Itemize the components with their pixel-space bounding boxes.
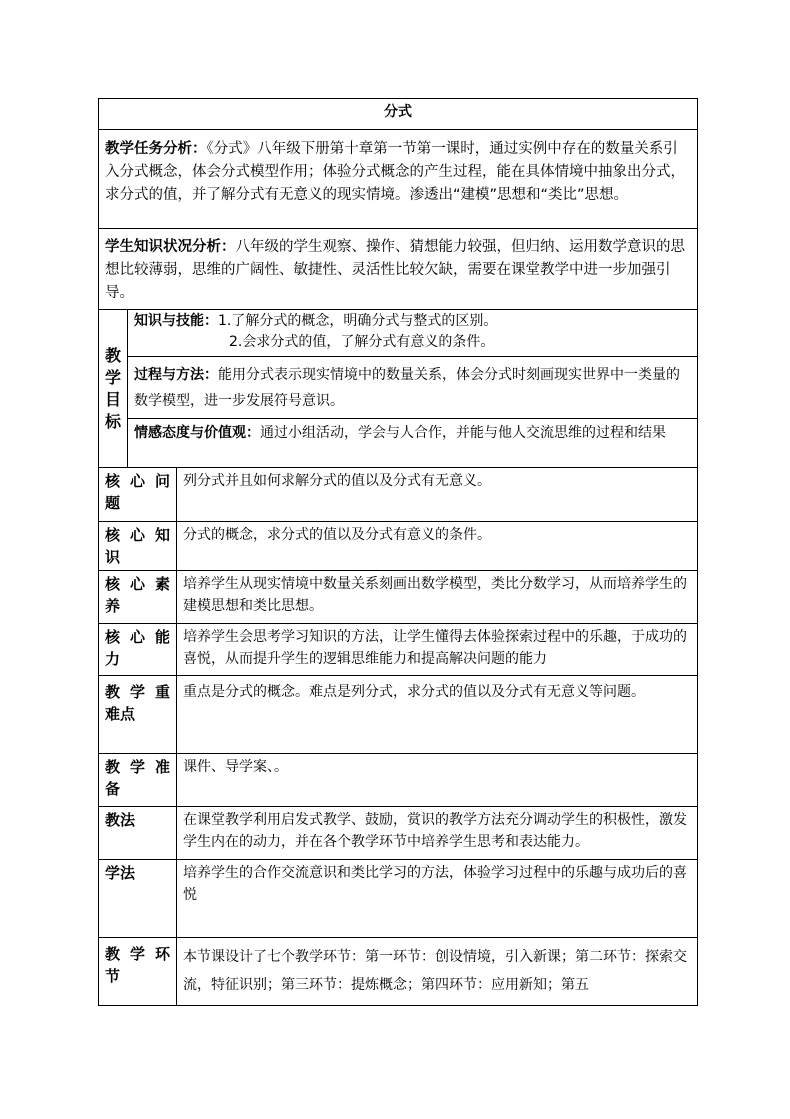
core-literacy-text: 培养学生从现实情境中数量关系刻画出数学模型，类比分数学习，从而培养学生的建模思想和类比思想。 (177, 571, 698, 624)
learning-method-label: 学法 (99, 860, 177, 938)
preparation-text: 课件、导学案、。 (177, 754, 698, 807)
student-analysis-text: 八年级的学生观察、操作、猜想能力较强，但归纳、运用数学意识的思想比较薄弱，思维的广阔性、敏捷性、灵活性比较欠缺，需要在课堂教学中进一步加强引导。 (105, 239, 685, 301)
task-analysis-row (99, 130, 698, 229)
teaching-method-label: 教法 (99, 807, 177, 860)
preparation-row (99, 754, 698, 807)
key-difficulty-text: 重点是分式的概念。难点是列分式，求分式的值以及分式有无意义等问题。 (177, 676, 698, 754)
core-question-label: 核 心 问 题 (99, 468, 177, 522)
task-analysis-label: 教学任务分析： (105, 141, 207, 157)
process-label: 过程与方法： (134, 367, 218, 383)
attitude-text: 通过小组活动，学会与人合作，并能与他人交流思维的过程和结果 (260, 425, 666, 441)
learning-method-text: 培养学生的合作交流意识和类比学习的方法，体验学习过程中的乐趣与成功后的喜悦 (177, 860, 698, 938)
objectives-side-label: 教 学 目 标 (99, 310, 128, 468)
teaching-method-text: 在课堂教学利用启发式教学、鼓励，赏识的教学方法充分调动学生的积极性，激发学生内在的动力，并在各个教学环节中培养学生思考和表达能力。 (177, 807, 698, 860)
knowledge-label: 知识与技能： (134, 313, 218, 329)
key-difficulty-label: 教 学 重 难点 (99, 676, 177, 754)
objective-process-row (99, 357, 698, 419)
objective-process-cell (128, 357, 698, 419)
task-analysis-text: 《分式》八年级下册第十章第一节第一课时，通过实例中存在的数量关系引入分式概念，体会分式模型作用；体验分式概念的产生过程，能在具体情境中抽象出分式，求分式的值，并了解分式有无意义的现实情境。渗透出“建模”思想和“类比”思想。 (105, 141, 685, 203)
objective-attitude-cell (128, 419, 698, 468)
core-ability-row (99, 624, 698, 676)
student-analysis-cell (99, 229, 698, 310)
core-ability-label: 核 心 能 力 (99, 624, 177, 676)
key-difficulty-row (99, 676, 698, 754)
core-literacy-row (99, 571, 698, 624)
preparation-label: 教 学 准 备 (99, 754, 177, 807)
objective-knowledge-cell (128, 310, 698, 357)
lesson-plan-table (98, 98, 698, 1006)
core-question-text: 列分式并且如何求解分式的值以及分式有无意义。 (177, 468, 698, 522)
student-analysis-row (99, 229, 698, 310)
learning-method-row (99, 860, 698, 938)
core-question-row (99, 468, 698, 522)
teaching-steps-text: 本节课设计了七个教学环节：第一环节：创设情境，引入新课；第二环节：探索交流，特征识别；第三环节：提炼概念；第四环节：应用新知；第五 (177, 938, 698, 1006)
core-knowledge-row (99, 522, 698, 571)
objective-knowledge-row (99, 310, 698, 357)
title-row (99, 99, 698, 130)
core-literacy-label: 核 心 素 养 (99, 571, 177, 624)
teaching-steps-label: 教 学 环 节 (99, 938, 177, 1006)
teaching-method-row (99, 807, 698, 860)
document-title: 分式 (99, 99, 698, 130)
teaching-steps-row (99, 938, 698, 1006)
task-analysis-cell (99, 130, 698, 229)
core-ability-text: 培养学生会思考学习知识的方法，让学生懂得去体验探索过程中的乐趣，于成功的喜悦，从而提升学生的逻辑思维能力和提高解决问题的能力 (177, 624, 698, 676)
knowledge-item-1: 1.了解分式的概念，明确分式与整式的区别。 (218, 313, 498, 329)
student-analysis-label: 学生知识状况分析： (105, 239, 236, 255)
process-text: 能用分式表示现实情境中的数量关系，体会分式时刻画现实世界中一类量的数学模型，进一步发展符号意识。 (134, 367, 680, 409)
attitude-label: 情感态度与价值观： (134, 425, 260, 441)
core-knowledge-label: 核 心 知 识 (99, 522, 177, 571)
objective-attitude-row (99, 419, 698, 468)
core-knowledge-text: 分式的概念，求分式的值以及分式有意义的条件。 (177, 522, 698, 571)
knowledge-item-2: 2.会求分式的值，了解分式有意义的条件。 (229, 334, 495, 350)
